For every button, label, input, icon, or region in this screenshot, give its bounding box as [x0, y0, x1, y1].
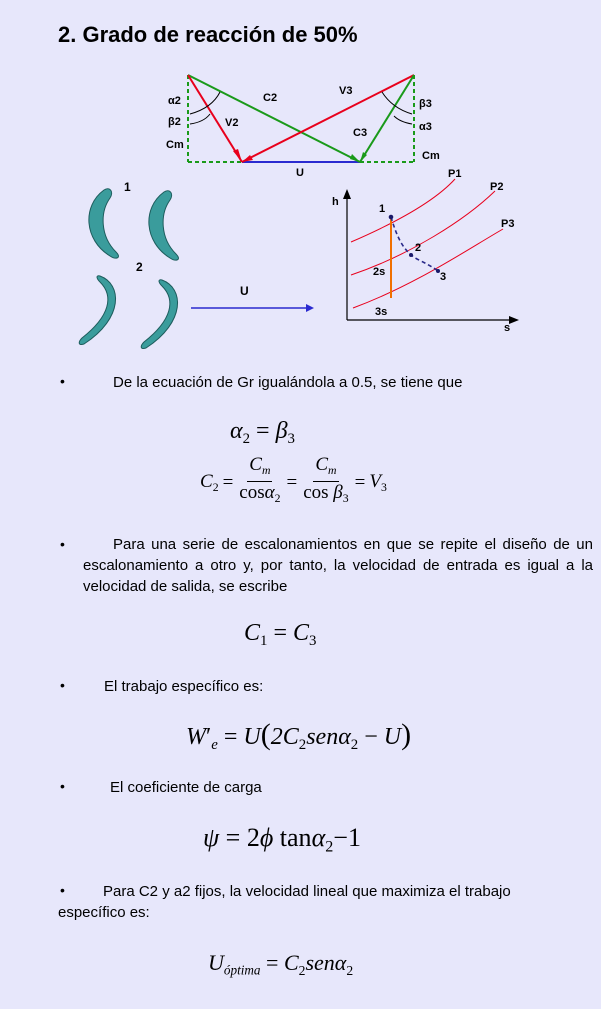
cm-right-label: Cm [422, 150, 440, 162]
blade-row2-b [141, 280, 177, 349]
bullet-text-2: Para una serie de escalonamientos en que se repite el diseño de un escalonamiento a otro y, por tanto, la velocidad de entrada es igual a la velocidad de salida, se escribe [83, 536, 593, 595]
v2-label: V2 [225, 117, 239, 129]
equation-work: $W'_e = U(2C_2sen\alpha_2 - U)$ [186, 718, 412, 754]
blade-u-label: U [240, 284, 249, 298]
blade-row1-a [89, 189, 119, 258]
equation-load-coefficient: ψ = 2ϕ tanα$_2$−1 [203, 823, 361, 856]
blade-row1-b [149, 191, 179, 260]
v3-vector [242, 75, 414, 162]
blade-row2-a [79, 276, 115, 345]
equation-u-optimal: $U_{óptima} = C_2sen\alpha_2$ [208, 950, 354, 978]
bullet-dot-1: • [60, 373, 65, 389]
row2-label: 2 [136, 260, 143, 274]
bullet-text-5: Para C2 y a2 fijos, la velocidad lineal que maximiza el trabajo específico es: [58, 883, 511, 921]
alpha2-label: α2 [168, 95, 181, 107]
point1-label: 1 [379, 203, 386, 215]
v3-label: V3 [339, 85, 353, 97]
alpha3-arc [394, 116, 412, 124]
point3s-label: 3s [375, 306, 388, 318]
h-label: h [332, 196, 339, 208]
bullet-text-3: El trabajo específico es: [104, 678, 264, 695]
c2-vector [188, 75, 360, 162]
p1-label: P1 [448, 168, 462, 180]
bullet-text-1: De la ecuación de Gr igualándola a 0.5, se tiene que [113, 374, 463, 391]
p3-label: P3 [501, 218, 515, 230]
row1-label: 1 [124, 180, 131, 194]
equation-alpha2-beta3: $\alpha_2 = \beta_3$ [230, 418, 295, 448]
turbine-blades-diagram [70, 178, 320, 353]
point2-label: 2 [415, 242, 422, 254]
cm-left-label: Cm [166, 139, 184, 151]
equation-c1-c3: $C_1 = C_3$ [244, 620, 317, 650]
beta2-arc [190, 114, 210, 124]
point3-label: 3 [440, 271, 447, 283]
p2-label: P2 [490, 181, 504, 193]
hs-diagram [325, 165, 525, 335]
bullet-dot-3: • [60, 677, 65, 693]
beta3-label: β3 [419, 98, 432, 110]
bullet-dot-5: • [60, 882, 65, 898]
point2s-label: 2s [373, 266, 386, 278]
equation-c2: $C_2$ = $\frac{C_m}{\cos\alpha_2}$ = $\frac{C_m}{\cos \beta_3}$ = $V_3$ [200, 454, 387, 506]
bullet-dot-4: • [60, 778, 65, 794]
velocity-triangles-diagram [160, 66, 450, 181]
bullet-dot-2: • [60, 536, 65, 552]
u-label: U [296, 167, 304, 179]
c3-label: C3 [353, 127, 368, 139]
alpha3-label: α3 [419, 121, 432, 133]
page-title: 2. Grado de reacción de 50% [58, 22, 358, 47]
bullet-text-4: El coeficiente de carga [110, 779, 262, 796]
beta2-label: β2 [168, 116, 181, 128]
s-label: s [504, 322, 511, 334]
c2-label: C2 [263, 92, 278, 104]
